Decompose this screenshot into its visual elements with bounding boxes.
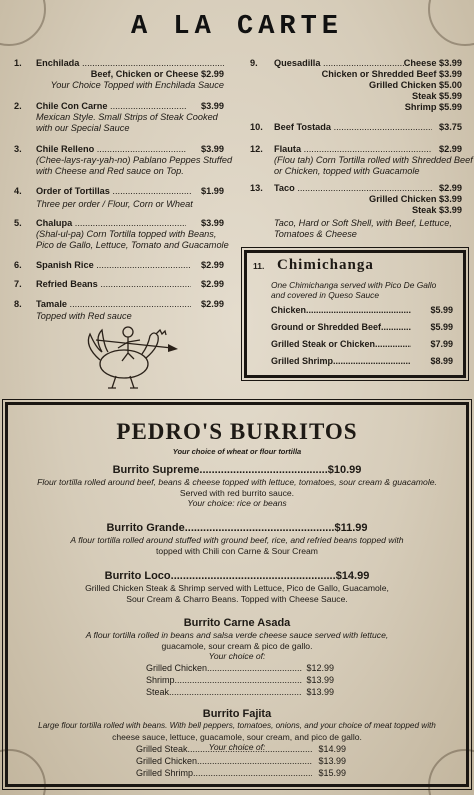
item-name: Quesadilla ..... (274, 58, 404, 69)
item-price-line: Beef, Chicken or Cheese $2.99 (90, 69, 224, 79)
item-desc: One Chimichanga served with Pico De Gallo (271, 280, 437, 290)
burritos-box (5, 402, 469, 787)
burrito-name: Burrito Loco (104, 570, 171, 582)
item-name: Chalupa ..... (36, 218, 186, 229)
burrito-desc: topped with Chili con Carne & Sour Cream (156, 545, 318, 556)
burrito-desc: Grilled Chicken Steak & Shrimp served with Lettuce, Pico de Gallo, Guacamole, (85, 583, 389, 593)
item-price: $3.99 (201, 101, 224, 111)
chimichanga-box (244, 250, 466, 378)
item-name: Taco ..... (274, 183, 432, 194)
burrito-option: Grilled Chicken ..... $13.99 (136, 756, 346, 767)
burrito-name: Burrito Supreme (112, 464, 200, 476)
burrito-loco: Burrito Loco......................................................$14.99 Grilled Chicken Steak & Shrimp served with Lettuce, Pico de Gallo, Guacamole, Sour Cream & Charro Beans. Topped with Cheese Sauce. (8, 569, 466, 604)
item-price-line: Chicken or Shredded Beef $3.99 (321, 69, 462, 79)
item-number: 11. (253, 261, 265, 271)
item-name: Tamale ..... (36, 299, 191, 310)
burrito-name: Burrito Fajita (202, 708, 272, 720)
item-desc: with Cheese and Red sauce on Top. (36, 166, 184, 176)
burrito-carne-asada (8, 616, 466, 662)
item-name: Refried Beans ..... (36, 279, 191, 290)
burrito-desc: Your choice: rice or beans (187, 498, 287, 508)
item-desc: Three per order / Flour, Corn or Wheat (36, 199, 193, 209)
burrito-option: Steak ..... $13.99 (146, 687, 334, 698)
burrito-option: Grilled Chicken ..... $12.99 (146, 663, 334, 674)
item-name: Spanish Rice ..... (36, 260, 191, 271)
burrito-supreme: Burrito Supreme..........................................$10.99 Flour tortilla rolled around beef, beans & cheese topped with lettuce, tomatoes, sour cream & guacamole. Served with red burrito sauce. Your choice: rice or beans (8, 463, 466, 509)
burrito-desc: Served with red burrito sauce. (179, 487, 295, 498)
burrito-name: Burrito Carne Asada (183, 617, 291, 629)
item-price-line: Steak $3.99 (411, 205, 462, 215)
burrito-desc: Your choice of: (208, 651, 266, 661)
burrito-price: $14.99 (335, 570, 370, 582)
page-title: A LA CARTE (130, 12, 344, 42)
burritos-subtitle: Your choice of wheat or flour tortilla (172, 447, 302, 456)
burrito-price: $11.99 (334, 522, 368, 534)
item-name: Beef Tostada ..... (274, 122, 432, 133)
chimichanga-option: Ground or Shredded Beef ..... $5.99 (271, 322, 453, 334)
item-desc: and covered in Queso Sauce (271, 290, 380, 300)
burrito-grande: Burrito Grande.................................................$11.99 A flour tortilla rolled around stuffed with ground beef, rice, and refried beans topped with topped with Chili con Carne & Sour Cream (8, 521, 466, 556)
item-name: Flauta ..... (274, 144, 432, 155)
item-price: $1.99 (201, 186, 224, 196)
item-price-line: Steak $5.99 (411, 91, 462, 101)
item-name: Order of Tortillas ..... (36, 186, 191, 197)
item-name: Chile Relleno ..... (36, 144, 186, 155)
burrito-option: Grilled Shrimp ..... $15.99 (136, 768, 346, 779)
chimichanga-option: Grilled Steak or Chicken ..... $7.99 (271, 339, 453, 351)
chimichanga-option: Grilled Shrimp ..... $8.99 (271, 356, 453, 368)
item-desc: Mexican Style. Small Strips of Steak Cooked (36, 112, 218, 122)
item-desc: (Shal-ul-pa) Corn Tortilla topped with Beans, (36, 229, 217, 239)
item-desc: Pico de Gallo, Lettuce, Tomato and Guacamole (36, 240, 229, 250)
burrito-name: Burrito Grande (106, 522, 185, 534)
burrito-desc: guacamole, sour cream & pico de gallo. (161, 640, 313, 651)
item-name: Enchilada ..... (36, 58, 224, 69)
rooster-rider-illustration (76, 318, 186, 390)
item-price: $2.99 (439, 144, 462, 154)
chimichanga-option: Chicken ..... $5.99 (271, 305, 453, 317)
burrito-desc: Your choice of: (208, 742, 266, 752)
item-price: Cheese $3.99 (403, 58, 462, 68)
burrito-desc: Sour Cream & Charro Beans. Topped with Cheese Sauce. (126, 593, 348, 604)
item-desc: Topped with Red sauce (36, 311, 132, 321)
item-price-line: Grilled Chicken $5.00 (369, 80, 462, 90)
menu-page: A LA CARTE 1. Enchilada ..... Beef, Chicken or Cheese $2.99 Your Choice Topped with Enchilada Sauce 2. Chile Con Carne ..... $3.99 Mexican Style. Small Strips of Steak Cooked with our Special Sauce 3. Chile Relleno ..... $3.99 (Chee-lays-ray-yah-no) Pablano Peppes Stuffed with Cheese and Red sauce on Top. 4. Order of Tortillas ..... $1.99 Three per order / Flour, Corn or Wheat 5. Chalupa ..... $3.99 (Shal-ul-pa) Corn Tortilla topped with Beans, Pico de Gallo, Lettuce, Tomato and Guacamole 6. Spanish Rice ..... $2.99 7. Refried Beans ..... $2.99 8. Tamale ..... $2.99 Topped with Red sauce 9. Quesadilla ..... Cheese $3.99 Chicken or Shredded Beef $3.99 Grilled Chicken $5.00 Steak $5.99 Shrimp $5.99 10. Beef Tostada ..... $3.75 12. Flauta ..... $2.99 (Flou tah) Corn Tortilla rolled with Shredded Beef or Chicken, topped with Guacamole 13. Taco ..... $2.99 Grilled Chicken $3.99 Steak $3.99 Taco, Hard or Soft Shell, with Beef, Lettuce, Tomatoes & Cheese 11. Chimichanga One Chimichanga served with Pico De Gallo and covered in Queso Sauce Chicken ..... $5.99 Ground or Shredded Beef ..... $5.99 Grilled Steak or Chicken ..... $7.99 Grilled Shrimp ..... $8.99 PEDRO'S BURRITOS Your choice of wheat or flour tortilla Burrito Supreme..........................................$10.99 Flour tortilla rolled around beef, beans & cheese topped with lettuce, tomatoes, sour cream & guacamole. Served with red burrito sauce. Your choice: rice or beans Burrito Grande.................................................$11.99 A flour tortilla rolled around stuffed with ground beef, rice, and refried beans topped with topped with Chili con Carne & Sour Cream Burrito Loco......................................................$14.99 Grilled Chicken Steak & Shrimp served with Lettuce, Pico de Gallo, Guacamole, Sour Cream & Charro Beans. Topped with Cheese Sauce. Burrito Carne Asada A flour tortilla rolled in beans and salsa verde cheese sauce served with lettuce, guacamole, sour cream & pico de gallo. Your choice of: Grilled Chicken ..... $12.99 Shrimp ..... $13.99 Steak ..... $13.99 Burrito Fajita Large flour tortilla rolled with beans. With bell peppers, tomatoes, onions, and your choice of meat topped with cheese sauce, lettuce, guacamole, sour cream, and pico de gallo. Your choice of: Grilled Steak ..... $14.99 Grilled Chicken ..... $13.99 Grilled Shrimp ..... $15.99 (0, 0, 474, 795)
item-price-line: Grilled Chicken $3.99 (369, 194, 462, 204)
item-price: $2.99 (439, 183, 462, 193)
burritos-title: PEDRO'S BURRITOS (116, 419, 358, 444)
burrito-price: $10.99 (327, 464, 362, 476)
burrito-desc: cheese sauce, lettuce, guacamole, sour cream, and pico de gallo. (112, 731, 362, 742)
item-desc: (Chee-lays-ray-yah-no) Pablano Peppes Stuffed (36, 155, 233, 165)
burrito-option: Grilled Steak ..... $14.99 (136, 744, 346, 755)
item-desc: with our Special Sauce (36, 123, 130, 133)
item-price: $3.99 (201, 218, 224, 228)
item-price: $3.99 (201, 144, 224, 154)
item-price: $2.99 (201, 260, 224, 270)
item-price: $3.75 (439, 122, 462, 132)
item-desc: or Chicken, topped with Guacamole (274, 166, 420, 176)
item-name: Chile Con Carne ..... (36, 101, 186, 112)
item-desc: Your Choice Topped with Enchilada Sauce (50, 80, 224, 90)
item-desc: Tomatoes & Cheese (274, 229, 357, 239)
item-price-line: Shrimp $5.99 (404, 102, 462, 112)
burrito-desc: A flour tortilla rolled around stuffed with ground beef, rice, and refried beans topped with (70, 535, 404, 545)
burrito-option: Shrimp ..... $13.99 (146, 675, 334, 686)
item-price: $2.99 (201, 279, 224, 289)
chimichanga-title: Chimichanga (277, 257, 374, 273)
burrito-desc: Large flour tortilla rolled with beans. With bell peppers, tomatoes, onions, and your choice of meat topped with (38, 721, 436, 730)
burrito-desc: A flour tortilla rolled in beans and salsa verde cheese sauce served with lettuce, (85, 630, 389, 640)
burrito-desc: Flour tortilla rolled around beef, beans & cheese topped with lettuce, tomatoes, sour cream & guacamole. (37, 477, 437, 487)
item-desc: Taco, Hard or Soft Shell, with Beef, Lettuce, (274, 218, 452, 228)
item-desc: (Flou tah) Corn Tortilla rolled with Shredded Beef (274, 155, 473, 165)
item-price: $2.99 (201, 299, 224, 309)
